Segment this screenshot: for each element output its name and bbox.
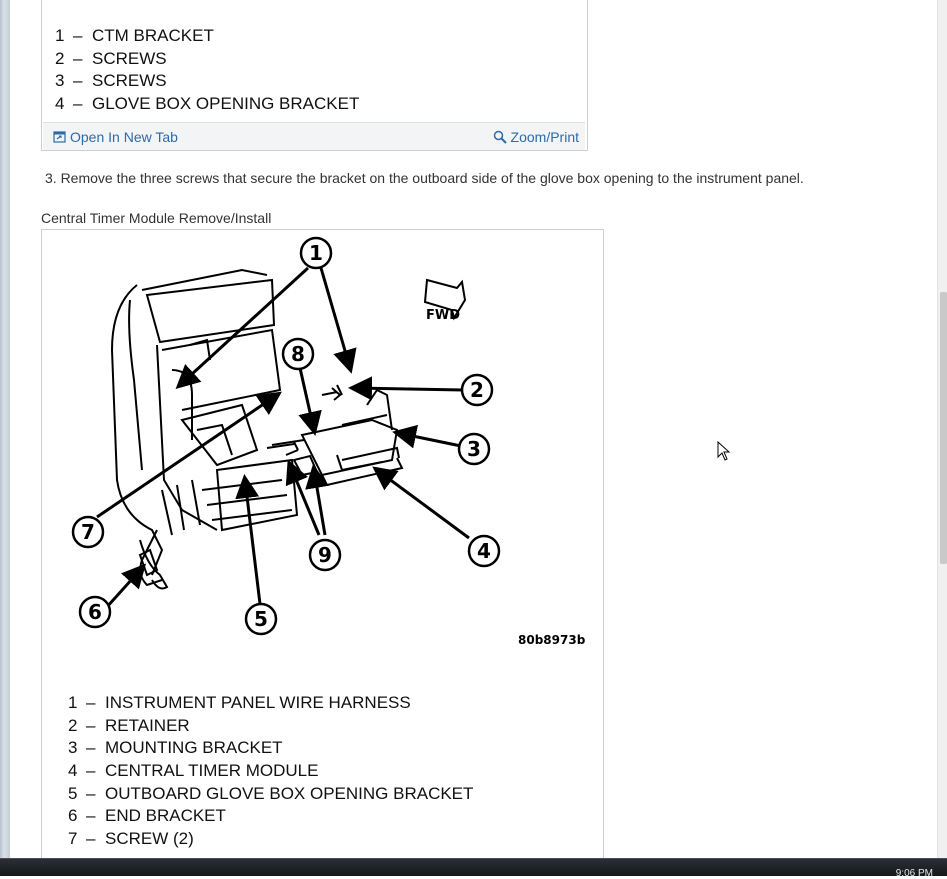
callout-8 — [283, 339, 313, 369]
callout-5 — [246, 604, 276, 634]
svg-text:5: 5 — [254, 607, 268, 631]
legend-item: 1 – CTM BRACKET — [55, 26, 214, 45]
vertical-scrollbar[interactable] — [937, 0, 947, 858]
svg-text:4: 4 — [477, 539, 491, 563]
callout-2 — [462, 375, 492, 405]
svg-text:2: 2 — [470, 378, 484, 402]
scrollbar-thumb[interactable] — [940, 292, 947, 564]
fwd-label: FWD — [426, 308, 461, 323]
image-code: 80b8973b — [518, 633, 586, 647]
legend-item: 2 – SCREWS — [55, 48, 167, 68]
open-in-new-tab-link[interactable] — [53, 129, 178, 145]
svg-text:3: 3 — [467, 437, 481, 461]
legend-item: 1 – INSTRUMENT PANEL WIRE HARNESS — [68, 693, 411, 712]
legend-item: 3 – SCREWS — [55, 71, 167, 91]
svg-text:6: 6 — [88, 600, 102, 624]
step-instruction: 3. Remove the three screws that secure the bracket on the outboard side of the glove box opening to the instrument panel. — [45, 170, 804, 186]
main-figure-panel — [41, 229, 604, 861]
legend-item: 4 – GLOVE BOX OPENING BRACKET — [55, 94, 360, 114]
zoom-print-link[interactable] — [493, 129, 579, 145]
figure-caption: Central Timer Module Remove/Install — [41, 210, 272, 226]
open-new-tab-icon — [53, 131, 66, 143]
figure-toolbar — [43, 122, 585, 150]
legend-item: 4 – CENTRAL TIMER MODULE — [68, 761, 319, 781]
zoom-print-label: Zoom/Print — [510, 129, 579, 145]
svg-text:8: 8 — [291, 342, 305, 366]
top-figure-legend — [55, 25, 359, 116]
window-left-frame — [0, 0, 10, 858]
callout-7 — [73, 517, 103, 547]
legend-item: 7 – SCREW (2) — [68, 829, 194, 849]
open-in-new-tab-label: Open In New Tab — [70, 129, 178, 145]
fwd-arrow — [425, 280, 465, 323]
mouse-pointer-icon — [717, 441, 731, 461]
svg-text:1: 1 — [309, 241, 323, 265]
legend-item: 6 – END BRACKET — [68, 806, 226, 826]
svg-text:7: 7 — [81, 520, 95, 544]
legend-item: 2 – RETAINER — [68, 715, 190, 735]
callout-3 — [459, 434, 489, 464]
callout-4 — [469, 536, 499, 566]
main-figure-legend — [68, 692, 473, 851]
callout-1 — [301, 238, 331, 268]
glove-box-drawing — [112, 270, 402, 588]
legend-item: 5 – OUTBOARD GLOVE BOX OPENING BRACKET — [68, 783, 474, 803]
svg-text:9: 9 — [318, 543, 332, 567]
magnifier-icon — [493, 130, 507, 144]
legend-item: 3 – MOUNTING BRACKET — [68, 738, 283, 758]
taskbar-clock[interactable]: 9:06 PM — [895, 868, 933, 879]
callout-6 — [80, 597, 110, 627]
taskbar — [0, 858, 947, 879]
callout-9 — [310, 540, 340, 570]
top-figure-panel — [41, 0, 588, 151]
